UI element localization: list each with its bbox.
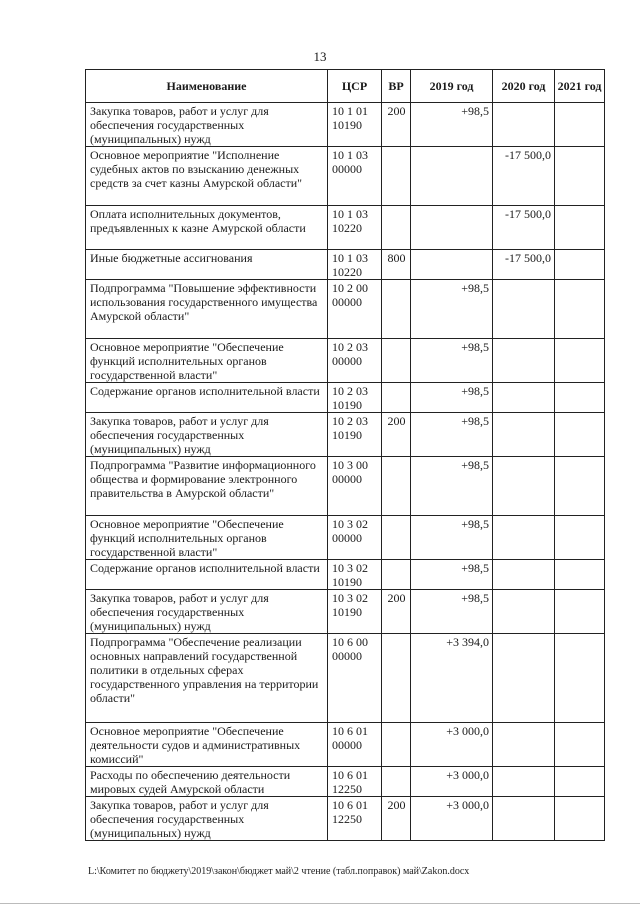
cell-csr: 10 2 03 10190: [328, 383, 382, 413]
cell-vr: [382, 383, 411, 413]
cell-2021: [555, 723, 605, 767]
cell-2021: [555, 339, 605, 383]
cell-2020: -17 500,0: [493, 147, 555, 206]
table-body: [86, 103, 605, 841]
cell-vr: [382, 634, 411, 723]
cell-2021: [555, 206, 605, 250]
table-row: [86, 457, 605, 516]
cell-vr: 200: [382, 590, 411, 634]
cell-2020: [493, 723, 555, 767]
cell-2019: +98,5: [411, 413, 493, 457]
cell-2020: [493, 560, 555, 590]
cell-vr: [382, 339, 411, 383]
cell-2020: [493, 590, 555, 634]
cell-2020: [493, 457, 555, 516]
cell-name: Содержание органов исполнительной власти: [86, 560, 328, 590]
cell-name: Расходы по обеспечению деятельности мировых судей Амурской области: [86, 767, 328, 797]
budget-table: [85, 69, 605, 841]
table-row: [86, 767, 605, 797]
cell-2021: [555, 590, 605, 634]
cell-name: Содержание органов исполнительной власти: [86, 383, 328, 413]
cell-vr: 200: [382, 103, 411, 147]
cell-vr: 200: [382, 797, 411, 841]
cell-2021: [555, 797, 605, 841]
cell-2019: +3 000,0: [411, 723, 493, 767]
table-row: [86, 250, 605, 280]
table-row: [86, 339, 605, 383]
cell-2021: [555, 147, 605, 206]
cell-csr: 10 3 02 10190: [328, 590, 382, 634]
cell-2019: [411, 250, 493, 280]
cell-2020: [493, 516, 555, 560]
cell-csr: 10 3 00 00000: [328, 457, 382, 516]
cell-vr: 800: [382, 250, 411, 280]
header-2019: 2019 год: [411, 70, 493, 103]
cell-2021: [555, 103, 605, 147]
cell-2021: [555, 767, 605, 797]
cell-vr: [382, 516, 411, 560]
table-row: [86, 723, 605, 767]
cell-2019: +98,5: [411, 560, 493, 590]
table-row: [86, 206, 605, 250]
cell-csr: 10 6 01 12250: [328, 797, 382, 841]
cell-2020: [493, 634, 555, 723]
cell-2019: +98,5: [411, 280, 493, 339]
table-row: [86, 280, 605, 339]
cell-2021: [555, 457, 605, 516]
cell-name: Иные бюджетные ассигнования: [86, 250, 328, 280]
cell-vr: [382, 767, 411, 797]
cell-2019: +98,5: [411, 383, 493, 413]
cell-2021: [555, 250, 605, 280]
cell-2019: [411, 206, 493, 250]
cell-csr: 10 3 02 10190: [328, 560, 382, 590]
cell-csr: 10 2 00 00000: [328, 280, 382, 339]
cell-csr: 10 1 03 10220: [328, 250, 382, 280]
cell-csr: 10 6 01 00000: [328, 723, 382, 767]
cell-csr: 10 2 03 00000: [328, 339, 382, 383]
table-header-row: [86, 70, 605, 103]
cell-2021: [555, 280, 605, 339]
page-number: 13: [313, 49, 327, 64]
cell-csr: 10 6 00 00000: [328, 634, 382, 723]
cell-2021: [555, 516, 605, 560]
cell-2021: [555, 560, 605, 590]
cell-2019: +98,5: [411, 103, 493, 147]
cell-2021: [555, 383, 605, 413]
cell-vr: [382, 723, 411, 767]
cell-2019: +3 000,0: [411, 767, 493, 797]
cell-2019: +98,5: [411, 590, 493, 634]
table-row: [86, 634, 605, 723]
cell-vr: [382, 560, 411, 590]
cell-csr: 10 1 03 00000: [328, 147, 382, 206]
cell-name: Закупка товаров, работ и услуг для обеспечения государственных (муниципальных) нужд: [86, 413, 328, 457]
table-row: [86, 560, 605, 590]
cell-csr: 10 1 03 10220: [328, 206, 382, 250]
cell-2020: -17 500,0: [493, 250, 555, 280]
cell-vr: 200: [382, 413, 411, 457]
header-vr: ВР: [382, 70, 411, 103]
header-name: Наименование: [86, 70, 328, 103]
cell-2020: [493, 103, 555, 147]
cell-csr: 10 2 03 10190: [328, 413, 382, 457]
cell-vr: [382, 147, 411, 206]
header-2020: 2020 год: [493, 70, 555, 103]
cell-csr: 10 6 01 12250: [328, 767, 382, 797]
cell-2020: [493, 280, 555, 339]
footer-file-path: L:\Комитет по бюджету\2019\закон\бюджет май\2 чтение (табл.поправок) май\Zakon.docx: [88, 866, 470, 877]
cell-name: Основное мероприятие "Обеспечение функций исполнительных органов государственной власти": [86, 516, 328, 560]
table-row: [86, 147, 605, 206]
cell-2020: [493, 383, 555, 413]
cell-2020: [493, 413, 555, 457]
cell-name: Закупка товаров, работ и услуг для обеспечения государственных (муниципальных) нужд: [86, 103, 328, 147]
table-row: [86, 797, 605, 841]
cell-2020: [493, 339, 555, 383]
cell-name: Оплата исполнительных документов, предъявленных к казне Амурской области: [86, 206, 328, 250]
cell-vr: [382, 280, 411, 339]
cell-vr: [382, 206, 411, 250]
cell-2021: [555, 413, 605, 457]
cell-2021: [555, 634, 605, 723]
header-2021: 2021 год: [555, 70, 605, 103]
cell-vr: [382, 457, 411, 516]
scan-edge-line: [0, 903, 640, 904]
cell-2019: +98,5: [411, 457, 493, 516]
cell-name: Основное мероприятие "Обеспечение функций исполнительных органов государственной власти": [86, 339, 328, 383]
cell-2020: [493, 767, 555, 797]
cell-name: Подпрограмма "Обеспечение реализации основных направлений государственной политики в отдельных сферах государственного управления на территории области": [86, 634, 328, 723]
table-row: [86, 590, 605, 634]
table-row: [86, 103, 605, 147]
table-row: [86, 413, 605, 457]
cell-2019: +98,5: [411, 339, 493, 383]
cell-name: Подпрограмма "Повышение эффективности использования государственного имущества Амурской области": [86, 280, 328, 339]
cell-2019: [411, 147, 493, 206]
cell-name: Закупка товаров, работ и услуг для обеспечения государственных (муниципальных) нужд: [86, 797, 328, 841]
cell-name: Основное мероприятие "Обеспечение деятельности судов и административных комиссий": [86, 723, 328, 767]
table-row: [86, 516, 605, 560]
cell-name: Основное мероприятие "Исполнение судебных актов по взысканию денежных средств за счет казны Амурской области": [86, 147, 328, 206]
cell-name: Закупка товаров, работ и услуг для обеспечения государственных (муниципальных) нужд: [86, 590, 328, 634]
header-csr: ЦСР: [328, 70, 382, 103]
table-row: [86, 383, 605, 413]
cell-2019: +3 000,0: [411, 797, 493, 841]
cell-2020: [493, 797, 555, 841]
cell-2019: +3 394,0: [411, 634, 493, 723]
cell-csr: 10 1 01 10190: [328, 103, 382, 147]
cell-csr: 10 3 02 00000: [328, 516, 382, 560]
cell-name: Подпрограмма "Развитие информационного общества и формирование электронного правительства в Амурской области": [86, 457, 328, 516]
cell-2020: -17 500,0: [493, 206, 555, 250]
cell-2019: +98,5: [411, 516, 493, 560]
